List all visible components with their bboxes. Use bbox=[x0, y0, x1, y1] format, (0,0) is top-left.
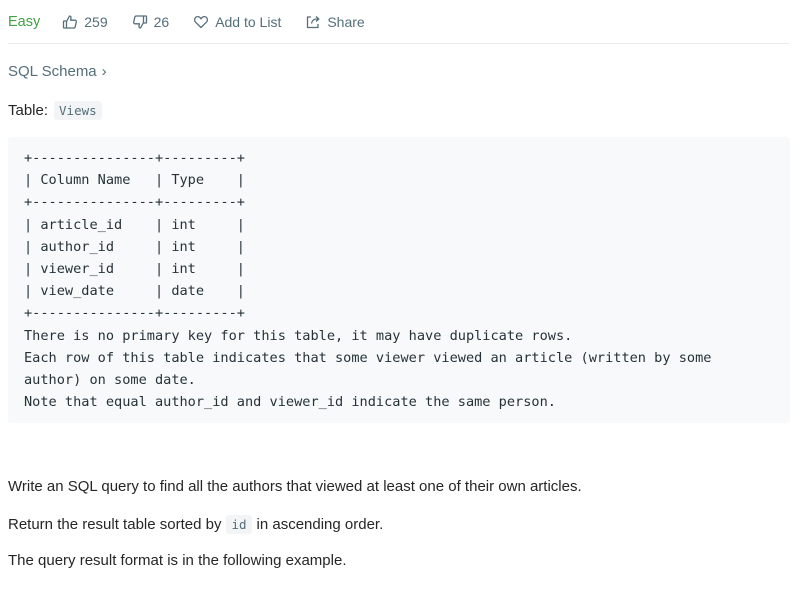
schema-code-block bbox=[8, 137, 790, 423]
like-button[interactable] bbox=[62, 14, 107, 30]
difficulty-badge: Easy bbox=[8, 13, 41, 30]
dislike-count: 26 bbox=[153, 13, 170, 30]
heart-icon bbox=[193, 14, 209, 30]
problem-toolbar bbox=[8, 8, 790, 44]
add-to-list-label: Add to List bbox=[215, 13, 282, 30]
description-text-2a: Return the result table sorted by bbox=[8, 516, 222, 533]
description-text-1: Write an SQL query to find all the authors that viewed at least one of their own articles. bbox=[8, 478, 582, 495]
share-label: Share bbox=[327, 13, 365, 30]
table-intro-prefix: Table: bbox=[8, 102, 49, 119]
dislike-button[interactable] bbox=[132, 14, 170, 30]
like-count: 259 bbox=[84, 13, 108, 30]
description-paragraph-3 bbox=[8, 552, 347, 569]
schema-code-text: +---------------+---------+ | Column Name | Type | +---------------+---------+ | article_id | int | | author_id | int | | viewer_id | int | | view_date | date | +---------------+---------+ There is no primary key for this table, it may have duplicate rows. Each row of this table indicates that some viewer viewed an article (written by some author) on some date. Note that equal author_id and viewer_id indicate the same person. bbox=[24, 150, 712, 411]
add-to-list-button[interactable] bbox=[193, 14, 281, 30]
description-paragraph-2 bbox=[8, 515, 383, 534]
table-intro bbox=[8, 101, 102, 120]
sql-schema-link[interactable] bbox=[8, 63, 107, 80]
description-text-3: The query result format is in the following example. bbox=[8, 552, 347, 569]
description-paragraph-1 bbox=[8, 478, 582, 495]
thumbs-up-icon bbox=[62, 14, 78, 30]
thumbs-down-icon bbox=[132, 14, 148, 30]
table-name-code: Views bbox=[54, 101, 102, 120]
share-button[interactable] bbox=[305, 14, 364, 30]
chevron-right-icon: › bbox=[101, 63, 107, 80]
sql-schema-label: SQL Schema bbox=[8, 63, 97, 80]
share-icon bbox=[305, 14, 321, 30]
description-text-2b: in ascending order. bbox=[256, 516, 384, 533]
sort-column-code: id bbox=[226, 515, 251, 534]
